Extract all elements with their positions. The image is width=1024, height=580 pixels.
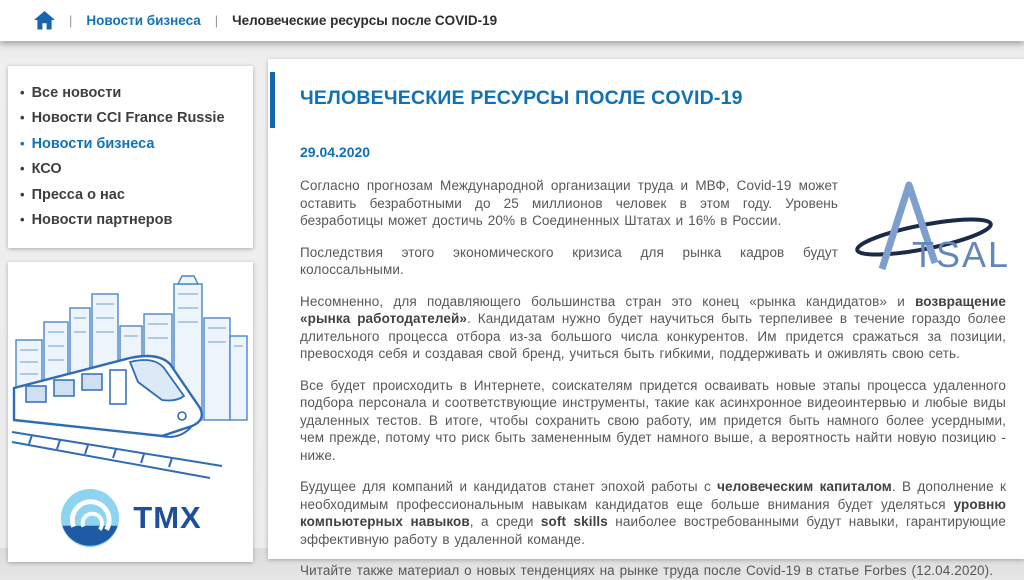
- article-paragraph: Несомненно, для подавляющего большинства стран это конец «рынка кандидатов» и возвращение «рынка работодателей». Кандидатам нужно будет научиться быть терпеливее в течение гораздо более длительного процесса отбора из-за большого числа конкурентов. Им придется сражаться за позиции, превосходя себя и создавая свой бренд, учиться быть гибкими, поддерживать и оживлять свою сеть.: [300, 293, 1006, 361]
- bullet-icon: •: [20, 212, 25, 227]
- bullet-icon: •: [20, 186, 25, 202]
- sidebar-item[interactable]: [20, 106, 243, 132]
- page-title: ЧЕЛОВЕЧЕСКИЕ РЕСУРСЫ ПОСЛЕ COVID-19: [300, 87, 743, 109]
- article-panel: [268, 59, 1024, 578]
- article-body: [300, 177, 1011, 578]
- breadcrumb-separator: |: [69, 13, 73, 28]
- article-paragraph: Согласно прогнозам Международной организации труда и МВФ, Covid-19 может оставить безработными до 25 миллионов человек в этом году. Уровень безработицы может достичь 20% в Соединенных Штатах и 16% в России.: [300, 178, 838, 228]
- atsal-logo: [854, 177, 1011, 275]
- article-date: 29.04.2020: [300, 144, 371, 160]
- bullet-icon: •: [20, 161, 25, 176]
- breadcrumb-link-business-news[interactable]: Новости бизнеса: [86, 13, 201, 28]
- article-paragraph: Будущее для компаний и кандидатов станет эпохой работы с человеческим капиталом. В дополнение к необходимым профессиональным навыкам кандидатов еще больше внимания будет уделяться уровню компьютерных навыков, а среди soft skills наиболее востребованными будут навыки, гарантирующие эффективную работу в удаленной команде.: [300, 479, 1006, 547]
- bullet-icon: •: [20, 135, 25, 151]
- tmx-logo-text: TMX: [133, 500, 202, 535]
- bullet-icon: •: [20, 110, 25, 125]
- sidebar-item[interactable]: [20, 208, 243, 234]
- sidebar-item-label: Новости партнеров: [31, 212, 173, 228]
- sidebar-item[interactable]: [20, 80, 243, 106]
- home-icon: [34, 11, 55, 30]
- tmx-logo-icon: [59, 487, 121, 549]
- breadcrumb-separator: |: [214, 13, 219, 28]
- promo-banner[interactable]: [8, 262, 253, 562]
- sidebar-item-label: Пресса о нас: [31, 186, 125, 203]
- sidebar-item-label: Новости бизнеса: [31, 135, 155, 152]
- breadcrumb-current-page: Человеческие ресурсы после COVID-19: [232, 13, 498, 28]
- sidebar-item-label: Новости CCI France Russie: [31, 110, 225, 126]
- tmx-logo: [59, 487, 201, 549]
- bullet-icon: •: [20, 84, 25, 100]
- home-button[interactable]: [34, 11, 55, 30]
- article-paragraph: Все будет происходить в Интернете, соискателям придется осваивать новые этапы процесса удаленного подбора персонала и соответствующие инструменты, такие как асинхронное видеоинтервью и любые виды удаленных тестов. В итоге, чтобы сохранить свою работу, им придется быть намного более усердными, чем прежде, потому что риск быть замененным будет намного выше, а вероятность найти новую позицию - ниже.: [300, 377, 1006, 463]
- sidebar-item[interactable]: [20, 157, 243, 183]
- sidebar-item[interactable]: [20, 131, 243, 157]
- train-cityscape-illustration: [12, 270, 249, 485]
- sidebar-item-label: Все новости: [31, 84, 122, 101]
- breadcrumb-bar: [0, 0, 1024, 41]
- sidebar-nav: [8, 66, 253, 248]
- accent-bar: [270, 72, 275, 128]
- atsal-logo-text: TSAL: [912, 234, 1011, 275]
- sidebar-item-label: КСО: [31, 161, 62, 177]
- article-paragraph: Последствия этого экономического кризиса для рынка кадров будут колоссальными.: [300, 244, 838, 277]
- sidebar-item[interactable]: [20, 182, 243, 208]
- article-paragraph: Читайте также материал о новых тенденциях на рынке труда после Covid-19 в статье Forbes (12.04.2020).: [300, 563, 994, 578]
